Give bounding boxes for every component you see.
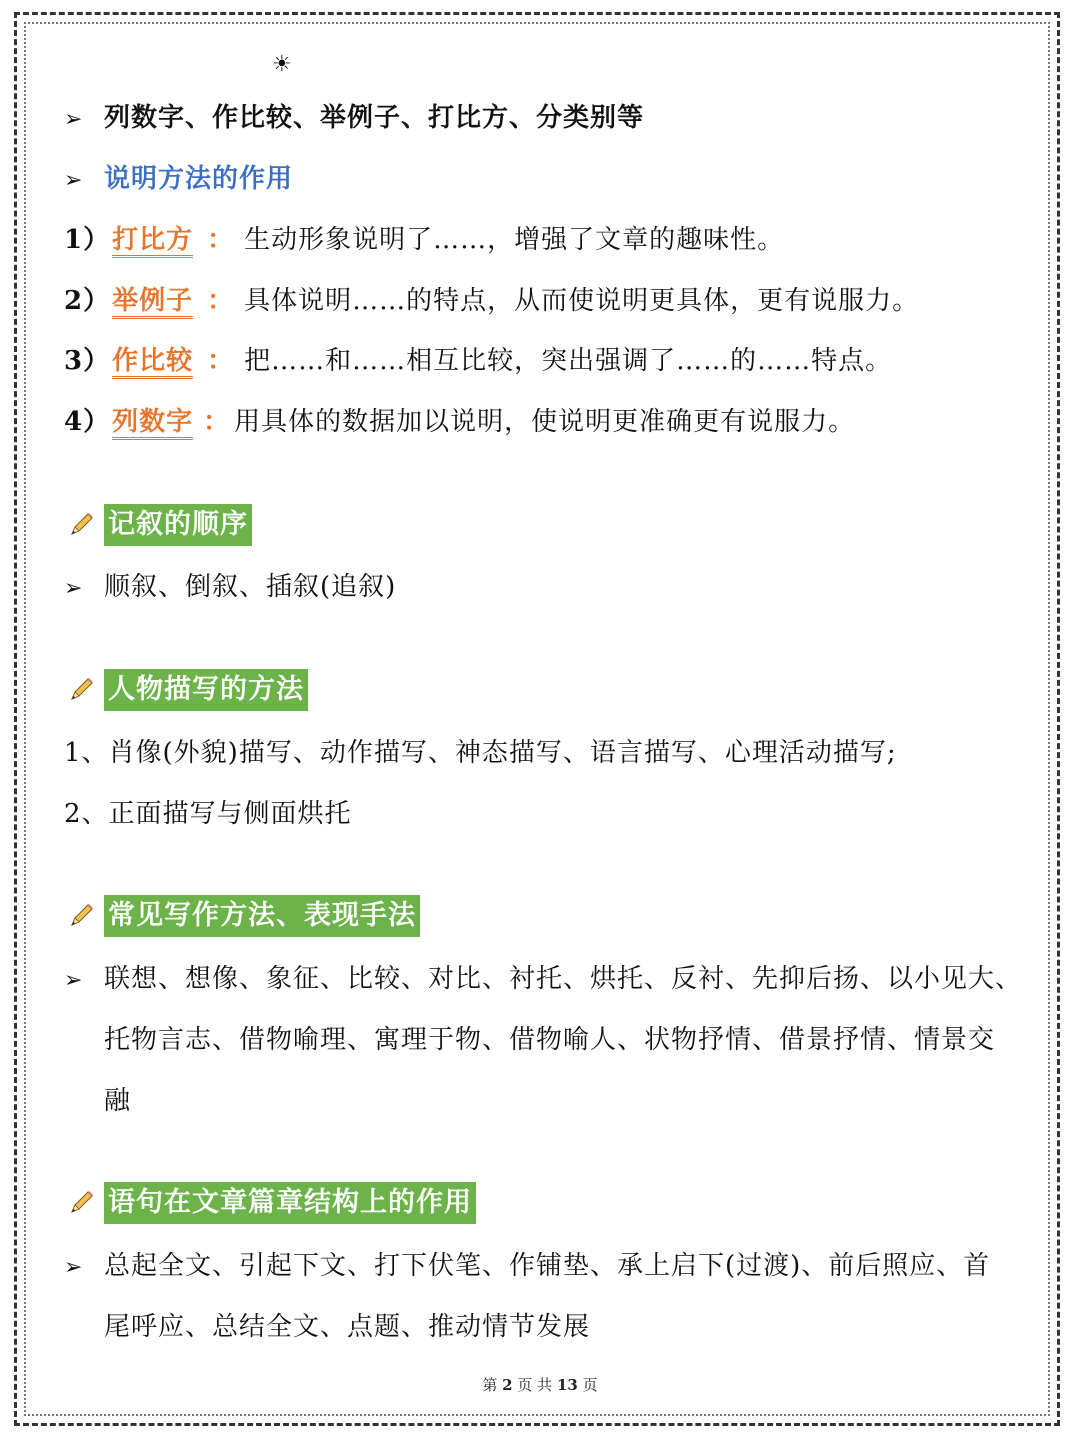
writing-methods-line-3 [104,1083,131,1119]
item-number: 2） [64,286,111,316]
method-item-2 [64,283,919,319]
pencil-icon [66,901,96,931]
sentence-structure-text: 尾呼应、总结全文、点题、推动情节发展 [104,1312,591,1342]
method-term: 列数字 [112,407,193,440]
footer-prefix: 第 [482,1376,498,1394]
method-term: 举例子 [112,286,193,319]
arrow-bullet-icon: ➢ [64,576,84,601]
method-term: 作比较 [112,346,193,379]
method-description: 用具体的数据加以说明，使说明更准确更有说服力。 [234,407,856,437]
section-heading-sentence-structure [66,1181,476,1225]
writing-methods-text: 联想、想像、象征、比较、对比、衬托、烘托、反衬、先抑后扬、以小见大、 [104,964,1023,994]
writing-methods-text: 融 [104,1086,132,1116]
section-heading-narrative-order [66,503,252,547]
section-heading-writing-methods [66,894,420,938]
total-page-number: 13 [556,1376,578,1394]
method-item-4 [64,404,855,440]
narrative-order-line [64,569,396,607]
item-number: 3） [64,346,111,376]
narrative-order-text: 顺叙、倒叙、插叙(追叙) [104,572,397,602]
term-colon: ： [207,225,235,255]
sentence-structure-text: 总起全文、引起下文、打下伏笔、作铺垫、承上启下(过渡)、前后照应、首 [104,1251,991,1281]
character-method-text: 2、正面描写与侧面烘托 [64,799,352,829]
methods-list-text: 列数字、作比较、举例子、打比方、分类别等 [104,103,645,133]
heading-label: 记叙的顺序 [104,504,252,546]
heading-label: 语句在文章篇章结构上的作用 [104,1182,476,1224]
footer-middle: 页 共 [517,1376,553,1394]
sun-icon: ☀ [272,52,292,77]
sentence-structure-line-1 [64,1248,990,1286]
methods-effect-title: 说明方法的作用 [104,164,294,194]
current-page-number: 2 [502,1376,513,1394]
writing-methods-text: 托物言志、借物喻理、寓理于物、借物喻人、状物抒情、借景抒情、情景交 [104,1025,996,1055]
page-footer [0,1374,1080,1395]
term-colon: ： [207,346,235,376]
method-item-1 [64,222,784,258]
arrow-bullet-icon: ➢ [64,1255,84,1280]
method-term: 打比方 [112,225,193,258]
section-heading-character-description [66,668,308,712]
pencil-icon [66,1188,96,1218]
character-method-line-1 [64,735,897,771]
term-colon: ： [203,407,231,437]
method-item-3 [64,343,892,379]
methods-effect-line [64,161,293,199]
method-description: 生动形象说明了……，增强了文章的趣味性。 [244,225,785,255]
item-number: 4） [64,407,111,437]
method-description: 具体说明……的特点，从而使说明更具体，更有说服力。 [244,286,920,316]
writing-methods-line-2 [104,1022,995,1058]
heading-label: 常见写作方法、表现手法 [104,895,420,937]
pencil-icon [66,675,96,705]
writing-methods-line-1 [64,961,1022,999]
arrow-bullet-icon: ➢ [64,168,84,193]
term-colon: ： [207,286,235,316]
item-number: 1） [64,225,111,255]
sentence-structure-line-2 [104,1309,590,1345]
arrow-bullet-icon: ➢ [64,968,84,993]
character-method-line-2 [64,796,352,832]
heading-label: 人物描写的方法 [104,669,308,711]
method-description: 把……和……相互比较，突出强调了……的……特点。 [244,346,893,376]
pencil-icon [66,510,96,540]
footer-suffix: 页 [582,1376,598,1394]
methods-list-line [64,100,644,138]
arrow-bullet-icon: ➢ [64,107,84,132]
character-method-text: 1、肖像(外貌)描写、动作描写、神态描写、语言描写、心理活动描写; [64,738,897,768]
